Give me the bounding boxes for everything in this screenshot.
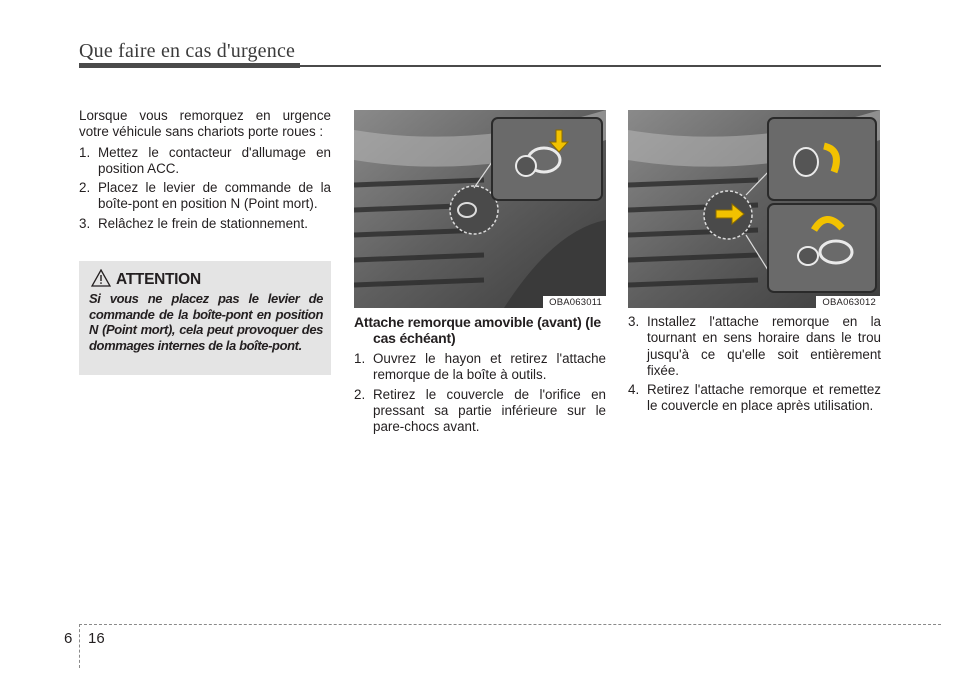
middle-column [354, 314, 606, 438]
tow-hook-steps [354, 351, 606, 435]
figure-tow-hook-cover [354, 110, 606, 308]
towing-steps [79, 145, 331, 232]
intro-paragraph: Lorsque vous remorquez en urgence votre véhicule sans chariots porte roues : [79, 108, 331, 140]
step-text: Relâchez le frein de stationnement. [98, 215, 308, 231]
step-text: Placez le levier de commande de la boîte-pont en position N (Point mort). [98, 180, 331, 212]
chapter-number: 6 [64, 630, 73, 647]
step-item [628, 382, 881, 415]
section-heading: Attache remorque amovible (avant) (le cas échéant) [354, 314, 601, 346]
attention-title: ATTENTION [116, 271, 201, 288]
step-text: Retirez l'attache remorque et remettez le couvercle en place après utilisation. [647, 382, 881, 414]
step-text: Installez l'attache remorque en la tournant en sens horaire dans le trou jusqu'à ce qu'elle soit entièrement fixée. [647, 314, 881, 378]
left-column [79, 108, 331, 235]
step-number: 3. [79, 215, 91, 231]
step-item [79, 180, 331, 213]
right-column [628, 314, 881, 418]
page-header-title: Que faire en cas d'urgence [79, 40, 296, 62]
step-text: Mettez le contacteur d'allumage en position ACC. [98, 144, 331, 176]
tow-hook-steps-continued [628, 314, 881, 415]
step-item [354, 387, 606, 436]
attention-text: Si vous ne placez pas le levier de commande de la boîte-pont en position N (Point mort), cela peut provoquer des dommages internes de la boîte-pont. [89, 291, 323, 353]
attention-box [79, 261, 331, 375]
step-number: 2. [354, 386, 366, 402]
step-number: 1. [354, 351, 366, 366]
step-item [628, 314, 881, 379]
step-number: 1. [79, 144, 91, 160]
bumper-illustration [354, 110, 606, 308]
figure-tow-hook-install [628, 110, 880, 308]
step-text: Retirez le couvercle de l'orifice en pressant sa partie inférieure sur le pare-chocs avant. [373, 386, 606, 435]
footer-rule [79, 624, 941, 625]
step-item [354, 351, 606, 384]
figure-code-label: OBA063012 [816, 296, 880, 308]
header-rule-accent [79, 63, 300, 68]
footer-divider [79, 624, 80, 668]
step-item [79, 145, 331, 178]
step-number: 2. [79, 180, 91, 196]
step-number: 4. [628, 382, 640, 398]
page-number: 16 [88, 630, 105, 647]
bumper-illustration [628, 110, 880, 308]
step-item [79, 216, 331, 232]
step-number: 3. [628, 314, 640, 329]
figure-code-label: OBA063011 [543, 296, 606, 308]
warning-triangle-icon [91, 269, 111, 287]
step-text: Ouvrez le hayon et retirez l'attache remorque de la boîte à outils. [373, 351, 606, 383]
